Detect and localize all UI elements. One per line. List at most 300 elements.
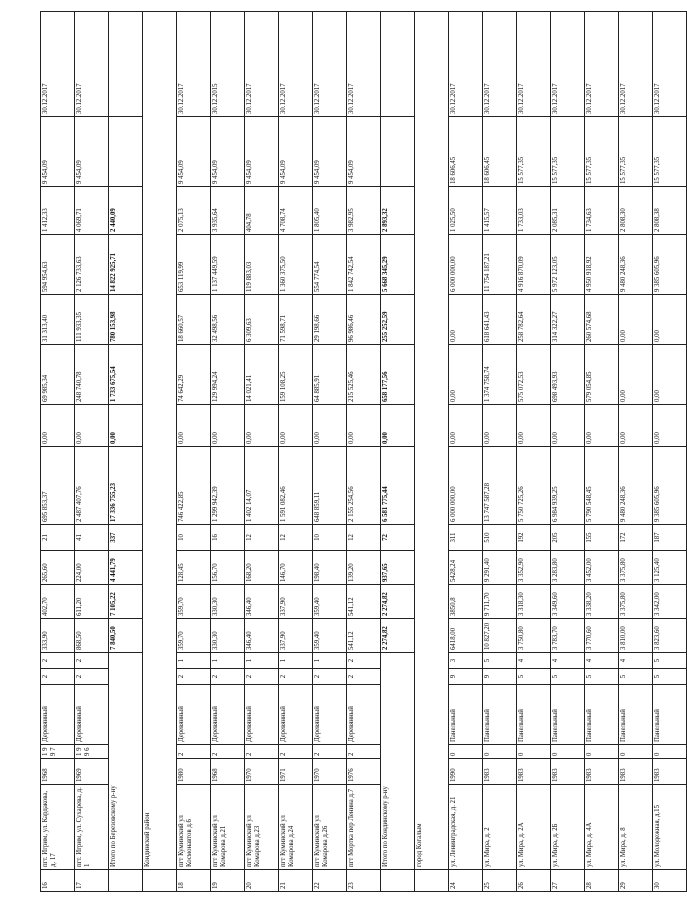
residents-cell: 16 bbox=[211, 525, 245, 551]
premises-area-cell: 3 283,80 bbox=[551, 551, 585, 585]
total-area-cell: 330,30 bbox=[211, 619, 245, 653]
total-area-cell: 3 770,60 bbox=[585, 619, 619, 653]
premises-area-cell: 3 352,90 bbox=[517, 551, 551, 585]
deadline-cell: 30.12.2017 bbox=[177, 12, 211, 117]
row-number: 18 bbox=[177, 870, 211, 892]
total-region-share-cell: 658 177,56 bbox=[381, 345, 415, 405]
municipal-share-cell: 314 322,27 bbox=[551, 295, 585, 345]
residents-cell: 205 bbox=[551, 525, 585, 551]
register-body bbox=[41, 12, 687, 892]
address-cell: ул. Молодежная, д.15 bbox=[653, 785, 687, 870]
deadline-cell: 30.12.2017 bbox=[619, 12, 653, 117]
cost-limit-empty bbox=[109, 117, 143, 187]
residents-cell: 21 bbox=[41, 525, 75, 551]
fund-share-cell: 0,00 bbox=[517, 405, 551, 447]
row-number: 26 bbox=[517, 870, 551, 892]
address-cell: пгт. Игрим, ул. Кардакова, д. 17 bbox=[41, 785, 75, 870]
municipal-share-cell: 0,00 bbox=[653, 295, 687, 345]
unit-cost-cell: 1 412,33 bbox=[41, 187, 75, 235]
municipal-share-cell: 18 660,57 bbox=[177, 295, 211, 345]
residential-area-cell: 359,40 bbox=[313, 585, 347, 619]
year-built-cell: 1970 bbox=[245, 759, 279, 785]
total-area-cell: 541,12 bbox=[347, 619, 381, 653]
total-unit-cost-cell: 2 893,32 bbox=[381, 187, 415, 235]
municipal-share-cell: 71 598,71 bbox=[279, 295, 313, 345]
owners-share-cell: 9 480 248,36 bbox=[619, 235, 653, 295]
owners-share-cell: 119 883,03 bbox=[245, 235, 279, 295]
premises-area-cell: 3 452,00 bbox=[585, 551, 619, 585]
total-area-cell: 333,90 bbox=[41, 619, 75, 653]
cost-limit-cell: 15 577,35 bbox=[619, 117, 653, 187]
residential-area-cell: 337,90 bbox=[279, 585, 313, 619]
owners-share-cell: 6 000 000,00 bbox=[449, 235, 483, 295]
fund-share-cell: 0,00 bbox=[585, 405, 619, 447]
wall-material-cell: Деревянный bbox=[41, 685, 75, 745]
floors-cell: 2 bbox=[245, 669, 279, 685]
total-owners-share-cell: 14 822 925,71 bbox=[109, 235, 143, 295]
year-built-cell: 1990 bbox=[449, 759, 483, 785]
cost-limit-cell: 15 577,35 bbox=[517, 117, 551, 187]
residential-area-cell: 346,40 bbox=[245, 585, 279, 619]
fund-share-cell: 0,00 bbox=[41, 405, 75, 447]
total-cost-cell: 6 000 000,00 bbox=[449, 447, 483, 525]
owners-share-cell: 2 126 733,63 bbox=[75, 235, 109, 295]
year-built-cell: 1980 bbox=[177, 759, 211, 785]
cost-limit-cell: 9 454,09 bbox=[177, 117, 211, 187]
wall-material-cell: Панельный bbox=[483, 685, 517, 745]
district-section-row bbox=[415, 12, 449, 892]
unit-cost-cell: 4 708,74 bbox=[279, 187, 313, 235]
commissioning-cell: 2 bbox=[347, 745, 381, 759]
residential-area-cell: 3 349,60 bbox=[551, 585, 585, 619]
deadline-cell: 30.12.2017 bbox=[483, 12, 517, 117]
floors-cell: 5 bbox=[619, 669, 653, 685]
cost-limit-cell: 18 606,45 bbox=[449, 117, 483, 187]
year-built-cell: 1968 bbox=[211, 759, 245, 785]
district-total-label: Итого по Березовскому р-ну bbox=[109, 653, 143, 870]
floors-cell: 5 bbox=[517, 669, 551, 685]
fund-share-cell: 0,00 bbox=[483, 405, 517, 447]
premises-area-cell: 3 125,40 bbox=[653, 551, 687, 585]
floors-cell: 2 bbox=[177, 669, 211, 685]
owners-share-cell: 594 954,63 bbox=[41, 235, 75, 295]
district-total-label: Итого по Кондинскому р-ну bbox=[381, 653, 415, 870]
floors-cell: 2 bbox=[41, 669, 75, 685]
total-area-cell: 868,50 bbox=[75, 619, 109, 653]
total-cost-cell: 5 790 548,45 bbox=[585, 447, 619, 525]
total-area-cell: 6418,00 bbox=[449, 619, 483, 653]
region-share-cell: 579 054,85 bbox=[585, 345, 619, 405]
wall-material-cell: Деревянный bbox=[279, 685, 313, 745]
wall-material-cell: Панельный bbox=[653, 685, 687, 745]
entrances-cell: 1 bbox=[279, 653, 313, 669]
cost-limit-cell: 9 454,09 bbox=[313, 117, 347, 187]
owners-share-cell: 1 842 742,54 bbox=[347, 235, 381, 295]
commissioning-cell: 1 9 9 6 bbox=[75, 745, 109, 759]
owners-share-cell: 4 950 918,92 bbox=[585, 235, 619, 295]
entrances-cell: 1 bbox=[313, 653, 347, 669]
deadline-cell: 30.12.2017 bbox=[517, 12, 551, 117]
deadline-cell: 30.12.2017 bbox=[347, 12, 381, 117]
residents-cell: 12 bbox=[347, 525, 381, 551]
premises-area-cell: 265,60 bbox=[41, 551, 75, 585]
owners-share-cell: 4 916 870,09 bbox=[517, 235, 551, 295]
year-built-cell: 1968 bbox=[41, 759, 75, 785]
residents-cell: 187 bbox=[653, 525, 687, 551]
total-municipal-share-cell: 255 252,59 bbox=[381, 295, 415, 345]
address-cell: ул. Ленинградская, д. 21 bbox=[449, 785, 483, 870]
total-cost-cell: 1 299 942,39 bbox=[211, 447, 245, 525]
address-cell: ул. Мира, д. 8 bbox=[619, 785, 653, 870]
unit-cost-cell: 2 808,38 bbox=[653, 187, 687, 235]
total-owners-share-cell: 5 668 345,29 bbox=[381, 235, 415, 295]
residential-area-cell: 3 375,80 bbox=[619, 585, 653, 619]
premises-area-cell: 198,40 bbox=[313, 551, 347, 585]
address-cell: пгт. Игрим, ул. Сухарева, д. 1 bbox=[75, 785, 109, 870]
total-cost-cell: 6 984 939,25 bbox=[551, 447, 585, 525]
fund-share-cell: 0,00 bbox=[653, 405, 687, 447]
deadline-cell: 30.12.2017 bbox=[41, 12, 75, 117]
residents-cell: 12 bbox=[279, 525, 313, 551]
municipal-share-cell: 96 986,46 bbox=[347, 295, 381, 345]
deadline-cell: 30.12.2015 bbox=[211, 12, 245, 117]
premises-area-cell: 156,70 bbox=[211, 551, 245, 585]
municipal-share-cell: 31 313,40 bbox=[41, 295, 75, 345]
table-row bbox=[449, 12, 483, 892]
region-share-cell: 0,00 bbox=[449, 345, 483, 405]
region-share-cell: 215 525,46 bbox=[347, 345, 381, 405]
premises-area-cell: 9 291,40 bbox=[483, 551, 517, 585]
unit-cost-cell: 2 085,31 bbox=[551, 187, 585, 235]
commissioning-cell: 0 bbox=[517, 745, 551, 759]
row-number: 24 bbox=[449, 870, 483, 892]
unit-cost-cell: 404,78 bbox=[245, 187, 279, 235]
floors-cell: 5 bbox=[653, 669, 687, 685]
year-built-cell: 1970 bbox=[313, 759, 347, 785]
total-cost-cell: 9 385 605,96 bbox=[653, 447, 687, 525]
row-number: 20 bbox=[245, 870, 279, 892]
total-residential-area-cell: 7 105,22 bbox=[109, 585, 143, 619]
table-row bbox=[517, 12, 551, 892]
total-region-share-cell: 1 733 675,54 bbox=[109, 345, 143, 405]
unit-cost-cell: 1 805,40 bbox=[313, 187, 347, 235]
commissioning-cell: 2 bbox=[177, 745, 211, 759]
deadline-empty bbox=[381, 12, 415, 117]
unit-cost-cell: 3 935,64 bbox=[211, 187, 245, 235]
total-premises-area-cell: 937,65 bbox=[381, 551, 415, 585]
row-number-empty bbox=[381, 870, 415, 892]
residents-cell: 510 bbox=[483, 525, 517, 551]
cost-limit-cell: 9 454,09 bbox=[245, 117, 279, 187]
total-premises-area-cell: 4 441,79 bbox=[109, 551, 143, 585]
total-unit-cost-cell: 2 440,09 bbox=[109, 187, 143, 235]
cost-limit-cell: 9 454,09 bbox=[75, 117, 109, 187]
commissioning-cell: 2 bbox=[313, 745, 347, 759]
floors-cell: 5 bbox=[551, 669, 585, 685]
row-number-empty bbox=[143, 870, 177, 892]
deadline-cell: 30.12.2017 bbox=[75, 12, 109, 117]
municipal-share-cell: 0,00 bbox=[619, 295, 653, 345]
cost-limit-cell: 15 577,35 bbox=[585, 117, 619, 187]
floors-cell: 2 bbox=[75, 669, 109, 685]
unit-cost-cell: 1 734,63 bbox=[585, 187, 619, 235]
district-name: Кондинский район bbox=[143, 12, 177, 870]
total-cost-cell: 1 591 082,46 bbox=[279, 447, 313, 525]
commissioning-cell: 0 bbox=[585, 745, 619, 759]
region-share-cell: 14 021,41 bbox=[245, 345, 279, 405]
fund-share-cell: 0,00 bbox=[75, 405, 109, 447]
region-share-cell: 248 740,78 bbox=[75, 345, 109, 405]
total-residential-area-cell: 2 274,82 bbox=[381, 585, 415, 619]
fund-share-cell: 0,00 bbox=[347, 405, 381, 447]
region-share-cell: 69 985,34 bbox=[41, 345, 75, 405]
commissioning-cell: 0 bbox=[483, 745, 517, 759]
address-cell: ул. Мира, д. 2Б bbox=[551, 785, 585, 870]
commissioning-cell: 2 bbox=[245, 745, 279, 759]
owners-share-cell: 1 137 449,59 bbox=[211, 235, 245, 295]
owners-share-cell: 9 385 605,96 bbox=[653, 235, 687, 295]
floors-cell: 2 bbox=[347, 669, 381, 685]
table-row bbox=[551, 12, 585, 892]
total-area-cell: 359,70 bbox=[177, 619, 211, 653]
address-cell: ул. Мира, д. 4А bbox=[585, 785, 619, 870]
total-area-cell: 3 750,80 bbox=[517, 619, 551, 653]
floors-cell: 9 bbox=[483, 669, 517, 685]
entrances-cell: 2 bbox=[41, 653, 75, 669]
year-built-cell: 1976 bbox=[347, 759, 381, 785]
row-number: 16 bbox=[41, 870, 75, 892]
deadline-cell: 30.12.2017 bbox=[449, 12, 483, 117]
table-row bbox=[313, 12, 347, 892]
owners-share-cell: 1 360 375,50 bbox=[279, 235, 313, 295]
owners-share-cell: 11 754 187,21 bbox=[483, 235, 517, 295]
fund-share-cell: 0,00 bbox=[551, 405, 585, 447]
total-area-cell: 3 823,60 bbox=[653, 619, 687, 653]
premises-area-cell: 224,00 bbox=[75, 551, 109, 585]
fund-share-cell: 0,00 bbox=[211, 405, 245, 447]
table-row bbox=[347, 12, 381, 892]
total-cost-cell: 746 422,85 bbox=[177, 447, 211, 525]
year-built-cell: 1983 bbox=[653, 759, 687, 785]
municipal-share-cell: 29 198,66 bbox=[313, 295, 347, 345]
total-residents-cell: 337 bbox=[109, 525, 143, 551]
total-cost-cell: 13 747 587,28 bbox=[483, 447, 517, 525]
total-municipal-share-cell: 780 153,98 bbox=[109, 295, 143, 345]
residents-cell: 155 bbox=[585, 525, 619, 551]
total-total-area-cell: 2 274,82 bbox=[381, 619, 415, 653]
residents-cell: 172 bbox=[619, 525, 653, 551]
table-row bbox=[585, 12, 619, 892]
total-area-cell: 346,40 bbox=[245, 619, 279, 653]
municipal-share-cell: 32 498,56 bbox=[211, 295, 245, 345]
floors-cell: 2 bbox=[211, 669, 245, 685]
row-number: 25 bbox=[483, 870, 517, 892]
wall-material-cell: Деревянный bbox=[347, 685, 381, 745]
address-cell: пгт Куминский ул Комарова д.21 bbox=[211, 785, 245, 870]
total-cost-cell: 648 859,11 bbox=[313, 447, 347, 525]
unit-cost-cell: 1 415,57 bbox=[483, 187, 517, 235]
residents-cell: 41 bbox=[75, 525, 109, 551]
year-built-cell: 1983 bbox=[585, 759, 619, 785]
total-cost-cell: 2 487 407,76 bbox=[75, 447, 109, 525]
district-name: город Когалым bbox=[415, 12, 449, 870]
unit-cost-cell: 4 069,71 bbox=[75, 187, 109, 235]
total-fund-share-cell: 0,00 bbox=[381, 405, 415, 447]
region-share-cell: 1 374 758,74 bbox=[483, 345, 517, 405]
residential-area-cell: 9 711,70 bbox=[483, 585, 517, 619]
address-cell: пгт Куминский ул Комарова д.24 bbox=[279, 785, 313, 870]
address-cell: пгт Куминский ул Космонавтов д.6 bbox=[177, 785, 211, 870]
row-number: 17 bbox=[75, 870, 109, 892]
table-row bbox=[653, 12, 687, 892]
premises-area-cell: 146,70 bbox=[279, 551, 313, 585]
row-number: 30 bbox=[653, 870, 687, 892]
residential-area-cell: 402,70 bbox=[41, 585, 75, 619]
municipal-share-cell: 260 574,68 bbox=[585, 295, 619, 345]
residents-cell: 311 bbox=[449, 525, 483, 551]
residential-area-cell: 541,12 bbox=[347, 585, 381, 619]
deadline-cell: 30.12.2017 bbox=[653, 12, 687, 117]
fund-share-cell: 0,00 bbox=[313, 405, 347, 447]
owners-share-cell: 5 972 123,05 bbox=[551, 235, 585, 295]
table-row bbox=[619, 12, 653, 892]
commissioning-cell: 2 bbox=[211, 745, 245, 759]
address-cell: ул. Мира, д. 2 bbox=[483, 785, 517, 870]
municipal-share-cell: 6 309,63 bbox=[245, 295, 279, 345]
address-cell: пгт Куминский ул Комарова д.23 bbox=[245, 785, 279, 870]
deadline-cell: 30.12.2017 bbox=[585, 12, 619, 117]
commissioning-cell: 0 bbox=[551, 745, 585, 759]
floors-cell: 5 bbox=[585, 669, 619, 685]
entrances-cell: 4 bbox=[551, 653, 585, 669]
entrances-cell: 4 bbox=[619, 653, 653, 669]
fund-share-cell: 0,00 bbox=[177, 405, 211, 447]
residential-area-cell: 3 342,00 bbox=[653, 585, 687, 619]
residential-area-cell: 3850,8 bbox=[449, 585, 483, 619]
region-share-cell: 575 072,53 bbox=[517, 345, 551, 405]
commissioning-cell: 1 9 9 7 bbox=[41, 745, 75, 759]
commissioning-cell: 0 bbox=[653, 745, 687, 759]
residential-area-cell: 611,20 bbox=[75, 585, 109, 619]
cost-limit-cell: 9 454,09 bbox=[279, 117, 313, 187]
row-number-empty bbox=[109, 870, 143, 892]
table-row bbox=[177, 12, 211, 892]
region-share-cell: 129 994,24 bbox=[211, 345, 245, 405]
cost-limit-cell: 15 577,35 bbox=[653, 117, 687, 187]
address-cell: ул. Мира, д. 2А bbox=[517, 785, 551, 870]
owners-share-cell: 554 774,54 bbox=[313, 235, 347, 295]
municipal-share-cell: 258 782,64 bbox=[517, 295, 551, 345]
row-number-empty bbox=[415, 870, 449, 892]
residents-cell: 10 bbox=[313, 525, 347, 551]
unit-cost-cell: 2 808,30 bbox=[619, 187, 653, 235]
floors-cell: 2 bbox=[279, 669, 313, 685]
region-share-cell: 74 642,29 bbox=[177, 345, 211, 405]
total-cost-cell: 2 155 254,56 bbox=[347, 447, 381, 525]
table-row bbox=[211, 12, 245, 892]
entrances-cell: 3 bbox=[449, 653, 483, 669]
total-cost-cell: 1 402 14,07 bbox=[245, 447, 279, 525]
municipal-share-cell: 0,00 bbox=[449, 295, 483, 345]
year-built-cell: 1983 bbox=[483, 759, 517, 785]
wall-material-cell: Деревянный bbox=[313, 685, 347, 745]
cost-limit-cell: 15 577,35 bbox=[551, 117, 585, 187]
cost-limit-cell: 9 454,09 bbox=[347, 117, 381, 187]
row-number: 27 bbox=[551, 870, 585, 892]
region-share-cell: 698 493,93 bbox=[551, 345, 585, 405]
entrances-cell: 4 bbox=[585, 653, 619, 669]
deadline-cell: 30.12.2017 bbox=[279, 12, 313, 117]
entrances-cell: 2 bbox=[75, 653, 109, 669]
total-residents-cell: 72 bbox=[381, 525, 415, 551]
total-total-cost-cell: 17 336 755,23 bbox=[109, 447, 143, 525]
cost-limit-empty bbox=[381, 117, 415, 187]
premises-area-cell: 128,45 bbox=[177, 551, 211, 585]
year-built-cell: 1983 bbox=[551, 759, 585, 785]
total-area-cell: 10 827,20 bbox=[483, 619, 517, 653]
table-row bbox=[75, 12, 109, 892]
total-cost-cell: 5 750 725,26 bbox=[517, 447, 551, 525]
floors-cell: 9 bbox=[449, 669, 483, 685]
premises-area-cell: 168,20 bbox=[245, 551, 279, 585]
residents-cell: 12 bbox=[245, 525, 279, 551]
wall-material-cell: Панельный bbox=[517, 685, 551, 745]
district-total-row bbox=[109, 12, 143, 892]
commissioning-cell: 2 bbox=[279, 745, 313, 759]
table-row bbox=[279, 12, 313, 892]
total-cost-cell: 695 853,37 bbox=[41, 447, 75, 525]
total-cost-cell: 9 480 248,36 bbox=[619, 447, 653, 525]
total-total-area-cell: 7 840,50 bbox=[109, 619, 143, 653]
row-number: 21 bbox=[279, 870, 313, 892]
fund-share-cell: 0,00 bbox=[245, 405, 279, 447]
table-row bbox=[245, 12, 279, 892]
cost-limit-cell: 9 454,09 bbox=[41, 117, 75, 187]
floors-cell: 2 bbox=[313, 669, 347, 685]
region-share-cell: 0,00 bbox=[653, 345, 687, 405]
row-number: 22 bbox=[313, 870, 347, 892]
residential-area-cell: 330,30 bbox=[211, 585, 245, 619]
district-section-row bbox=[143, 12, 177, 892]
row-number: 29 bbox=[619, 870, 653, 892]
total-area-cell: 359,40 bbox=[313, 619, 347, 653]
region-share-cell: 64 885,91 bbox=[313, 345, 347, 405]
premises-area-cell: 139,20 bbox=[347, 551, 381, 585]
row-number: 23 bbox=[347, 870, 381, 892]
wall-material-cell: Деревянный bbox=[75, 685, 109, 745]
entrances-cell: 5 bbox=[483, 653, 517, 669]
total-fund-share-cell: 0,00 bbox=[109, 405, 143, 447]
entrances-cell: 5 bbox=[653, 653, 687, 669]
deadline-empty bbox=[109, 12, 143, 117]
premises-area-cell: 5428,24 bbox=[449, 551, 483, 585]
cost-limit-cell: 18 606,45 bbox=[483, 117, 517, 187]
commissioning-cell: 0 bbox=[619, 745, 653, 759]
municipal-share-cell: 618 641,43 bbox=[483, 295, 517, 345]
address-cell: пгт Куминский ул Комарова д.26 bbox=[313, 785, 347, 870]
district-total-row bbox=[381, 12, 415, 892]
residential-area-cell: 3 318,30 bbox=[517, 585, 551, 619]
commissioning-cell: 0 bbox=[449, 745, 483, 759]
deadline-cell: 30.12.2017 bbox=[245, 12, 279, 117]
region-share-cell: 159 108,25 bbox=[279, 345, 313, 405]
table-row bbox=[483, 12, 517, 892]
wall-material-cell: Панельный bbox=[449, 685, 483, 745]
housing-register-table bbox=[40, 11, 687, 892]
entrances-cell: 1 bbox=[177, 653, 211, 669]
residential-area-cell: 359,70 bbox=[177, 585, 211, 619]
unit-cost-cell: 1 733,03 bbox=[517, 187, 551, 235]
